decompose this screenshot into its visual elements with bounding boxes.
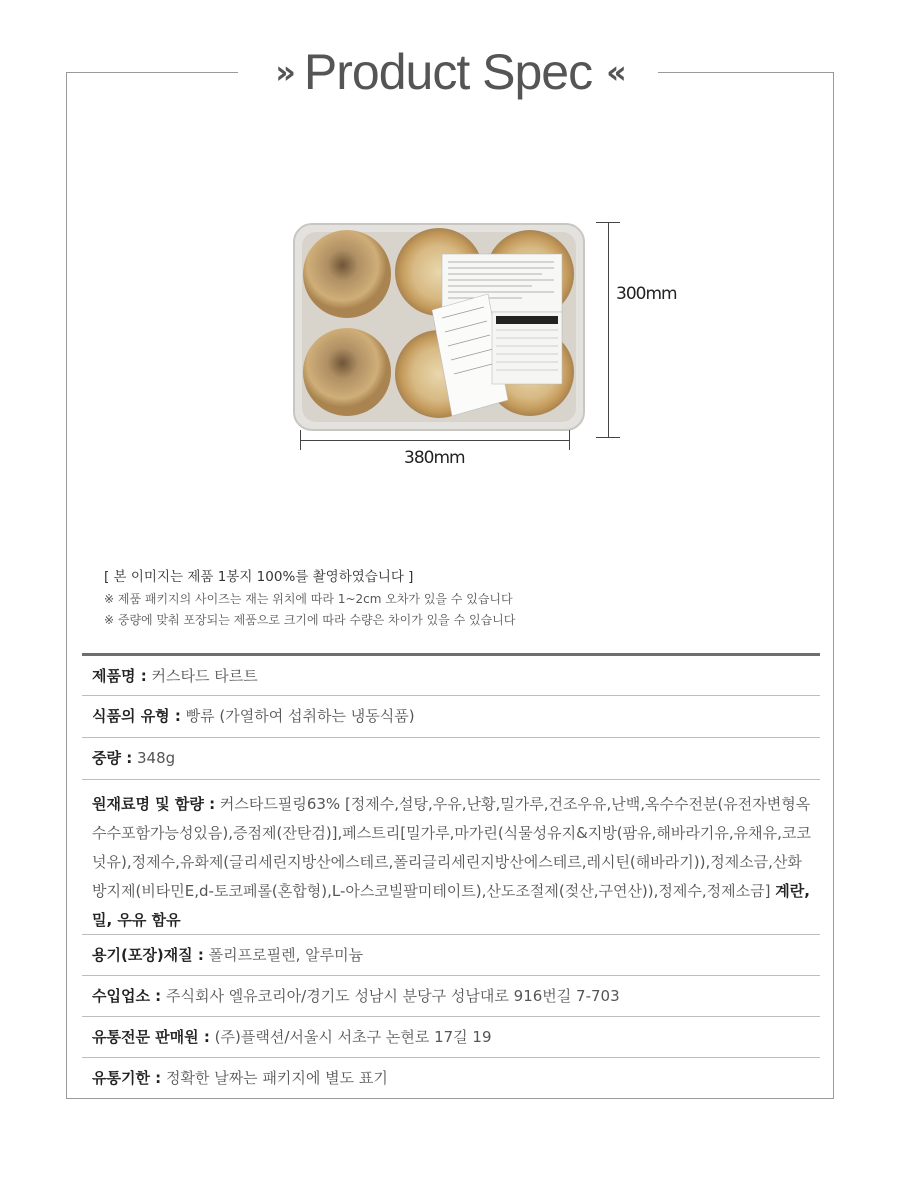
width-dimension-label: 380mm: [404, 448, 465, 468]
spec-table: [82, 653, 820, 1098]
photo-note: [ 본 이미지는 제품 1봉지 100%를 촬영하였습니다 ]: [104, 569, 414, 585]
spec-value: 커스타드 타르트: [151, 667, 258, 685]
quantity-note: ※ 중량에 맞춰 포장되는 제품으로 크기에 따라 수량은 차이가 있을 수 있습니다: [104, 613, 516, 627]
spec-label: 용기(포장)재질 :: [92, 946, 204, 964]
chevron-right-double-icon: »: [275, 53, 290, 91]
section-header: [246, 40, 650, 104]
spec-value: 폴리프로필렌, 알루미늄: [208, 946, 364, 964]
spec-value: (주)플랙션/서울시 서초구 논현로 17길 19: [214, 1028, 492, 1046]
spec-label: 중량 :: [92, 749, 133, 767]
size-tolerance-note: ※ 제품 패키지의 사이즈는 재는 위치에 따라 1~2cm 오차가 있을 수 있습니다: [104, 592, 513, 606]
spec-label: 수입업소 :: [92, 987, 162, 1005]
spec-label: 제품명 :: [92, 667, 147, 685]
spec-value: 빵류 (가열하여 섭취하는 냉동식품): [185, 707, 415, 725]
spec-row-product-name: [82, 656, 820, 696]
allergen-notice: 계란, 밀, 우유 함유: [92, 882, 810, 929]
height-dimension-cap-top: [596, 222, 620, 223]
spec-label: 원재료명 및 함량 :: [92, 795, 216, 813]
spec-label: 유통전문 판매원 :: [92, 1028, 210, 1046]
product-photo: [292, 222, 586, 432]
spec-value: 주식회사 엘유코리아/경기도 성남시 분당구 성남대로 916번길 7-703: [165, 987, 620, 1005]
height-dimension-cap-bottom: [596, 437, 620, 438]
spec-row-food-type: [82, 696, 820, 738]
spec-row-importer: [82, 976, 820, 1017]
spec-row-weight: [82, 738, 820, 780]
width-dimension-line: [300, 440, 570, 441]
width-dimension-cap-right: [569, 430, 570, 450]
spec-label: 식품의 유형 :: [92, 707, 181, 725]
height-dimension-label: 300mm: [616, 284, 677, 304]
width-dimension-cap-left: [300, 430, 301, 450]
spec-row-container: [82, 935, 820, 976]
spec-row-expiry: [82, 1058, 820, 1098]
spec-value: 커스타드필링63% [정제수,설탕,우유,난황,밀가루,건조우유,난백,옥수수전분(유전자변형옥수수포함가능성있음),증점제(잔탄검)],페스트리[밀가루,마가린(식물성유지&지방(팜유,해바라기유,유채유,코코넛유),정제수,유화제(글리세린지방산에스테르,폴리글리세린지방산에스테르,레시틴(해바라기)),정제소금,산화방지제(비타민E,d-토코페롤(혼합형),L-아스코빌팔미테이트),산도조절제(젖산,구연산)),정제수,정제소금]: [92, 795, 811, 900]
spec-row-distributor: [82, 1017, 820, 1058]
spec-label: 유통기한 :: [92, 1069, 162, 1087]
spec-value: 정확한 날짜는 패키지에 별도 표기: [165, 1069, 388, 1087]
height-dimension-line: [608, 222, 609, 438]
chevron-left-double-icon: «: [606, 53, 621, 91]
page-title: Product Spec: [303, 44, 593, 100]
spec-value: 348g: [136, 749, 176, 767]
spec-row-ingredients: [82, 780, 820, 935]
